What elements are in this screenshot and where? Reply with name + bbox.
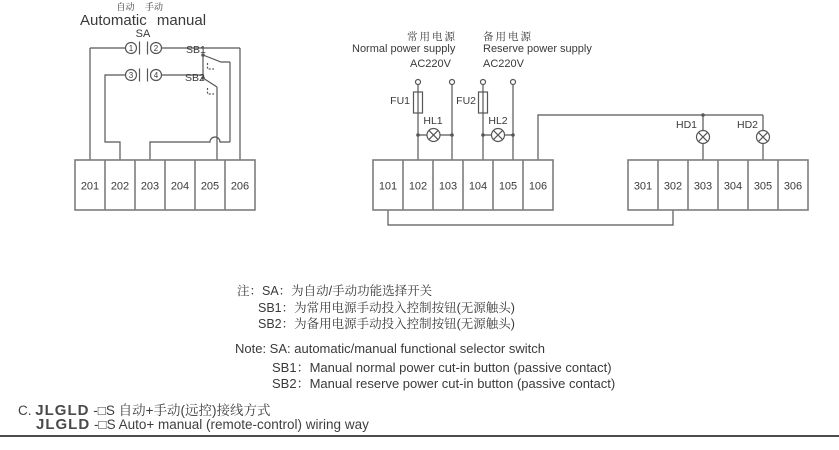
- terminal-305: 305: [753, 180, 773, 193]
- manual-cn-label: 手动: [144, 2, 164, 12]
- footer-suffix-cn: -□S 自动+手动(远控)接线方式: [93, 403, 271, 418]
- supply-terminal-3: [481, 80, 486, 85]
- terminal-306: 306: [783, 180, 803, 193]
- terminal-304: 304: [723, 180, 743, 193]
- terminal-301: 301: [633, 180, 653, 193]
- wire-sa-row1-right: [162, 48, 241, 160]
- note-en-line1: Note: SA: automatic/manual functional selector switch: [235, 341, 545, 356]
- indicator-group: [388, 113, 773, 225]
- note-en-line3: SB2：Manual reserve power cut-in button (passive contact): [272, 376, 616, 391]
- hl2-label: HL2: [488, 115, 508, 127]
- sa-contact-bars-row2: [140, 69, 148, 82]
- junction-hl1-left: [416, 133, 420, 137]
- terminal-105: 105: [498, 180, 518, 193]
- sa-contact-bars-row1: [140, 42, 148, 55]
- footer-suffix-en: -□S Auto+ manual (remote-control) wiring way: [93, 417, 369, 432]
- sa-contact-2-number: 2: [153, 43, 159, 53]
- terminal-block-101-106: [373, 160, 553, 210]
- terminal-102: 102: [408, 180, 428, 193]
- automatic-manual-label: Automatic manual: [80, 12, 207, 29]
- terminal-203: 203: [140, 180, 160, 193]
- sb2-actuator: [208, 88, 215, 94]
- sa-contact-4-number: 4: [153, 70, 159, 80]
- sa-contact-1-number: 1: [128, 43, 134, 53]
- terminal-204: 204: [170, 180, 190, 193]
- note-cn-line3: SB2：为备用电源手动投入控制按钮(无源触头): [258, 317, 515, 331]
- wire-101-to-302: [388, 210, 673, 225]
- supply-terminal-2: [450, 80, 455, 85]
- sb2-contact: [203, 78, 217, 160]
- hd1-label: HD1: [675, 119, 697, 131]
- fu1-label: FU1: [390, 95, 410, 107]
- sa-label: SA: [135, 28, 151, 40]
- note-cn-line1: 注：SA：为自动/手动功能选择开关: [237, 284, 433, 298]
- wire-sa-row2-left: [105, 75, 126, 160]
- wire-sb1-to-203-with-hop: [150, 137, 230, 160]
- footer-title-en: [36, 416, 369, 433]
- terminal-302: 302: [663, 180, 683, 193]
- voltage-reserve-label: AC220V: [483, 58, 524, 70]
- sa-contact-3-number: 3: [128, 70, 134, 80]
- terminal-202: 202: [110, 180, 130, 193]
- hd2-label: HD2: [736, 119, 758, 131]
- reserve-supply-en: Reserve power supply: [483, 43, 592, 55]
- reserve-supply-cn: 备用电源: [483, 31, 533, 43]
- junction-hl1-right: [450, 133, 454, 137]
- sb1-actuator: [208, 63, 215, 69]
- footer-model-cn: JLGLD: [35, 402, 90, 419]
- normal-supply-en: Normal power supply: [352, 43, 456, 55]
- normal-supply-cn: 常用电源: [407, 31, 457, 43]
- junction-hl2-right: [511, 133, 515, 137]
- terminal-103: 103: [438, 180, 458, 193]
- terminal-101: 101: [378, 180, 398, 193]
- terminal-block-301-306: [628, 160, 808, 210]
- fu2-label: FU2: [456, 95, 476, 107]
- terminal-303: 303: [693, 180, 713, 193]
- junction-hl2-left: [481, 133, 485, 137]
- footer-model-en: JLGLD: [36, 416, 91, 433]
- sb1-label: SB1: [186, 44, 206, 56]
- supply-terminal-1: [416, 80, 421, 85]
- note-cn-line2: SB1：为常用电源手动投入控制按钮(无源触头): [258, 301, 515, 315]
- terminal-block-201-206: [75, 160, 255, 210]
- wire-106-bus: [538, 115, 763, 160]
- hl1-label: HL1: [423, 115, 443, 127]
- footer-index: C.: [18, 403, 32, 418]
- note-en-line2: SB1：Manual normal power cut-in button (passive contact): [272, 360, 612, 375]
- auto-cn-label: 自动: [116, 2, 135, 12]
- terminal-104: 104: [468, 180, 488, 193]
- sb2-label: SB2: [185, 72, 205, 84]
- terminal-106: 106: [528, 180, 548, 193]
- terminal-206: 206: [230, 180, 250, 193]
- terminal-201: 201: [80, 180, 100, 193]
- bottom-rule: [0, 435, 839, 437]
- sb-buttons-group: [150, 53, 230, 160]
- supply-terminal-4: [511, 80, 516, 85]
- voltage-normal-label: AC220V: [410, 58, 451, 70]
- terminal-205: 205: [200, 180, 220, 193]
